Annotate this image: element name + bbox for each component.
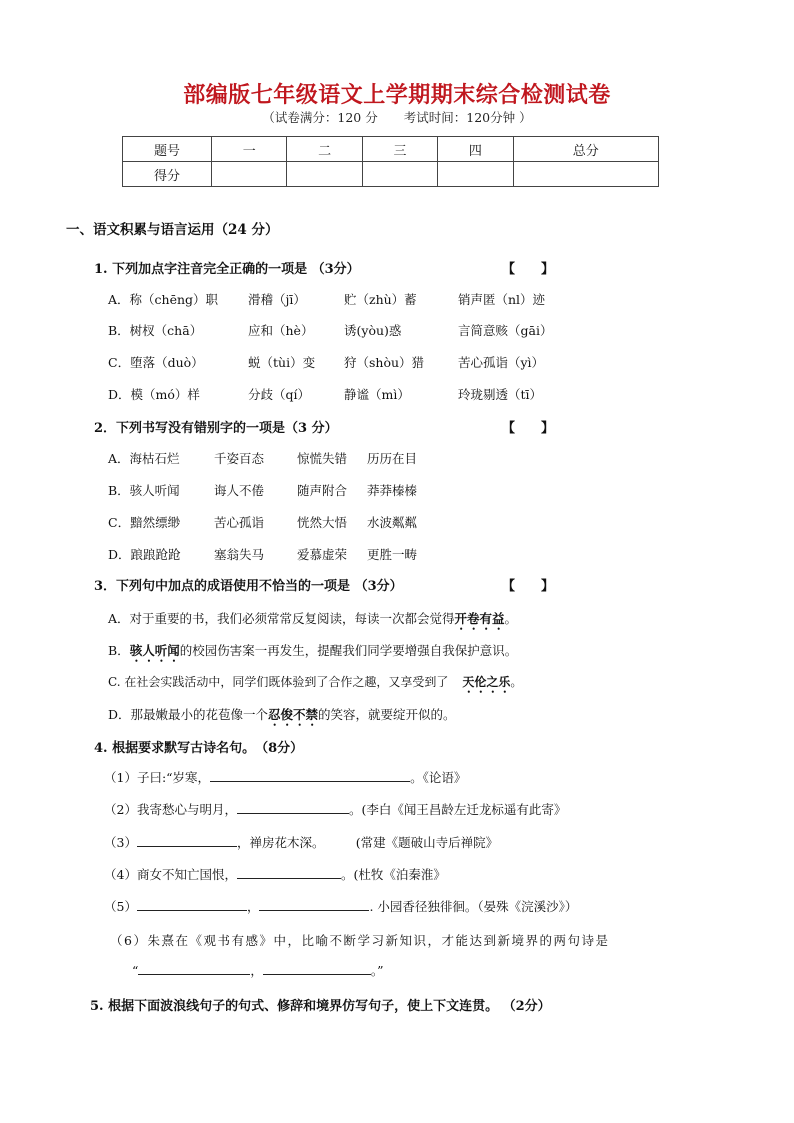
option-text: 。 (510, 675, 523, 689)
line-text: . 小园香径独徘徊。（晏殊《浣溪沙》） (369, 899, 578, 914)
option-text: C. 在社会实践活动中，同学们既体验到了合作之趣，又享受到了 (108, 675, 449, 689)
option-word: 莽莽榛榛 (367, 483, 418, 498)
option-word: A．海枯石烂 (108, 451, 180, 466)
fill-blank[interactable] (137, 898, 247, 911)
option-word: 惊慌失错 (297, 451, 348, 466)
score-table-cell: 四 (438, 137, 513, 162)
option-word: 玲珑剔透（tī） (458, 387, 543, 402)
option-text: 。 (504, 611, 518, 626)
option-word: 水波粼粼 (367, 515, 418, 530)
option-word: 诲人不倦 (214, 483, 265, 498)
score-table-cell: 一 (212, 137, 287, 162)
option-text: 的笑容，就要绽开似的。 (318, 707, 456, 722)
fill-blank[interactable] (259, 898, 369, 911)
section-1-title: 一、语文积累与语言运用（24 分） (66, 222, 279, 238)
option-word: A．称（chēng）职 (108, 292, 219, 307)
option-word: 爱慕虚荣 (297, 547, 348, 562)
option-word: B．骇人听闻 (108, 483, 180, 498)
fill-blank[interactable] (263, 962, 371, 975)
answer-bracket[interactable]: 【 】 (502, 579, 555, 594)
score-table-cell: 二 (287, 137, 362, 162)
fill-blank[interactable] (237, 866, 341, 879)
question-5-stem: 5. 根据下面波浪线句子的句式、修辞和境界仿写句子，使上下文连贯。 （2分） (90, 999, 551, 1014)
answer-bracket[interactable]: 【 】 (502, 421, 555, 436)
line-text: （3） (104, 835, 137, 850)
dotted-idiom: 骇人听闻 (129, 643, 180, 658)
question-4-stem: 4. 根据要求默写古诗名句。 （8分） (94, 741, 304, 756)
line-text: （5） (104, 899, 137, 914)
score-table-header-row (123, 137, 659, 162)
question-3-option-d[interactable] (108, 705, 456, 729)
fill-blank[interactable] (210, 769, 410, 782)
question-2-stem: 2．下列书写没有错别字的一项是（3 分） (94, 421, 338, 436)
line-text: ，禅房花木深。 (常建《题破山寺后禅院》 (236, 835, 499, 850)
score-table-score-row (123, 162, 659, 187)
option-word: 应和（hè） (248, 323, 314, 338)
exam-title: 部编版七年级语文上学期期末综合检测试卷 (183, 82, 611, 108)
option-text: 的校园伤害案一再发生，提醒我们同学要增强自我保护意识。 (179, 643, 518, 658)
question-3-option-b[interactable] (108, 641, 517, 665)
option-word: 更胜一畴 (367, 547, 418, 562)
line-text: ， (246, 899, 260, 914)
option-text: B． (108, 643, 130, 658)
option-word: 苦心孤诣 (214, 515, 265, 530)
question-3-option-c[interactable] (108, 673, 522, 696)
line-text: 。(杜牧《泊秦淮》 (340, 867, 446, 882)
line-text: 。” (370, 963, 384, 978)
poem-line-3 (104, 833, 498, 851)
option-word: D．踉踉跄跄 (108, 547, 181, 562)
poem-line-1 (104, 768, 466, 786)
option-word: 销声匿（nl）迹 (458, 292, 546, 307)
dotted-idiom: 开卷有益 (454, 611, 505, 626)
option-word: 静谧（mì） (344, 387, 410, 402)
option-word: 滑稽（jī） (248, 292, 306, 307)
poem-line-5 (104, 897, 577, 915)
line-text: （2）我寄愁心与明月， (104, 802, 237, 817)
poem-line-6: （6）朱熹在《观书有感》中，比喻不断学习新知识，才能达到新境界的两句诗是 (110, 933, 610, 948)
option-text: A．对于重要的书，我们必须常常反复阅读，每读一次都会觉得 (108, 611, 455, 626)
option-word: 千姿百态 (214, 451, 265, 466)
dotted-idiom: 天伦之乐 (462, 675, 511, 689)
full-score-text: （试卷满分：120 分 (262, 110, 378, 125)
line-text: ， (250, 963, 263, 978)
exam-subtitle (0, 108, 794, 126)
option-word: 苦心孤诣（yì） (458, 355, 545, 370)
option-word: 言简意赅（gāi） (458, 323, 553, 338)
option-word: C．堕落（duò） (108, 355, 204, 370)
option-word: B．树杈（chā） (108, 323, 203, 338)
option-word: 蜕（tùi）变 (248, 355, 316, 370)
fill-blank[interactable] (138, 962, 250, 975)
option-word: 狩（shòu）猎 (344, 355, 425, 370)
dotted-idiom: 忍俊不禁 (268, 707, 319, 722)
score-input-cell[interactable] (212, 162, 287, 187)
line-text: “ (132, 963, 139, 978)
poem-line-2 (104, 800, 566, 818)
option-word: 恍然大悟 (297, 515, 348, 530)
option-word: 诱(yòu)惑 (344, 323, 402, 338)
score-table-cell: 三 (362, 137, 437, 162)
option-word: D．模（mó）样 (108, 387, 200, 402)
score-table-cell: 题号 (123, 137, 212, 162)
option-word: 随声附合 (297, 483, 348, 498)
answer-bracket[interactable]: 【 】 (502, 262, 555, 277)
score-input-cell[interactable] (438, 162, 513, 187)
score-input-cell[interactable] (287, 162, 362, 187)
option-word: C．黯然缥缈 (108, 515, 181, 530)
option-word: 分歧（qí） (248, 387, 310, 402)
option-word: 贮（zhù）蓄 (344, 292, 417, 307)
fill-blank[interactable] (137, 834, 237, 847)
poem-line-4 (104, 865, 446, 883)
line-text: （1）子曰:“岁寒， (104, 770, 211, 785)
poem-line-6-blanks (132, 961, 384, 979)
score-input-cell[interactable] (362, 162, 437, 187)
option-text: D．那最嫩最小的花苞像一个 (108, 707, 269, 722)
option-word: 塞翁失马 (214, 547, 265, 562)
fill-blank[interactable] (237, 801, 349, 814)
score-row-label: 得分 (123, 162, 212, 187)
question-1-stem: 1. 下列加点字注音完全正确的一项是 （3分） (94, 262, 360, 277)
score-table (122, 136, 659, 187)
line-text: 。(李白《闻王昌龄左迁龙标遥有此寄》 (348, 802, 567, 817)
question-3-stem: 3．下列句中加点的成语使用不恰当的一项是 （3分） (94, 579, 403, 594)
score-input-cell[interactable] (513, 162, 658, 187)
question-3-option-a[interactable] (108, 609, 517, 633)
line-text: 。《论语》 (410, 770, 467, 785)
option-word: 历历在目 (367, 451, 418, 466)
score-table-cell: 总分 (513, 137, 658, 162)
exam-time-text: 考试时间：120分钟 ） (403, 110, 532, 125)
line-text: （4）商女不知亡国恨， (104, 867, 237, 882)
